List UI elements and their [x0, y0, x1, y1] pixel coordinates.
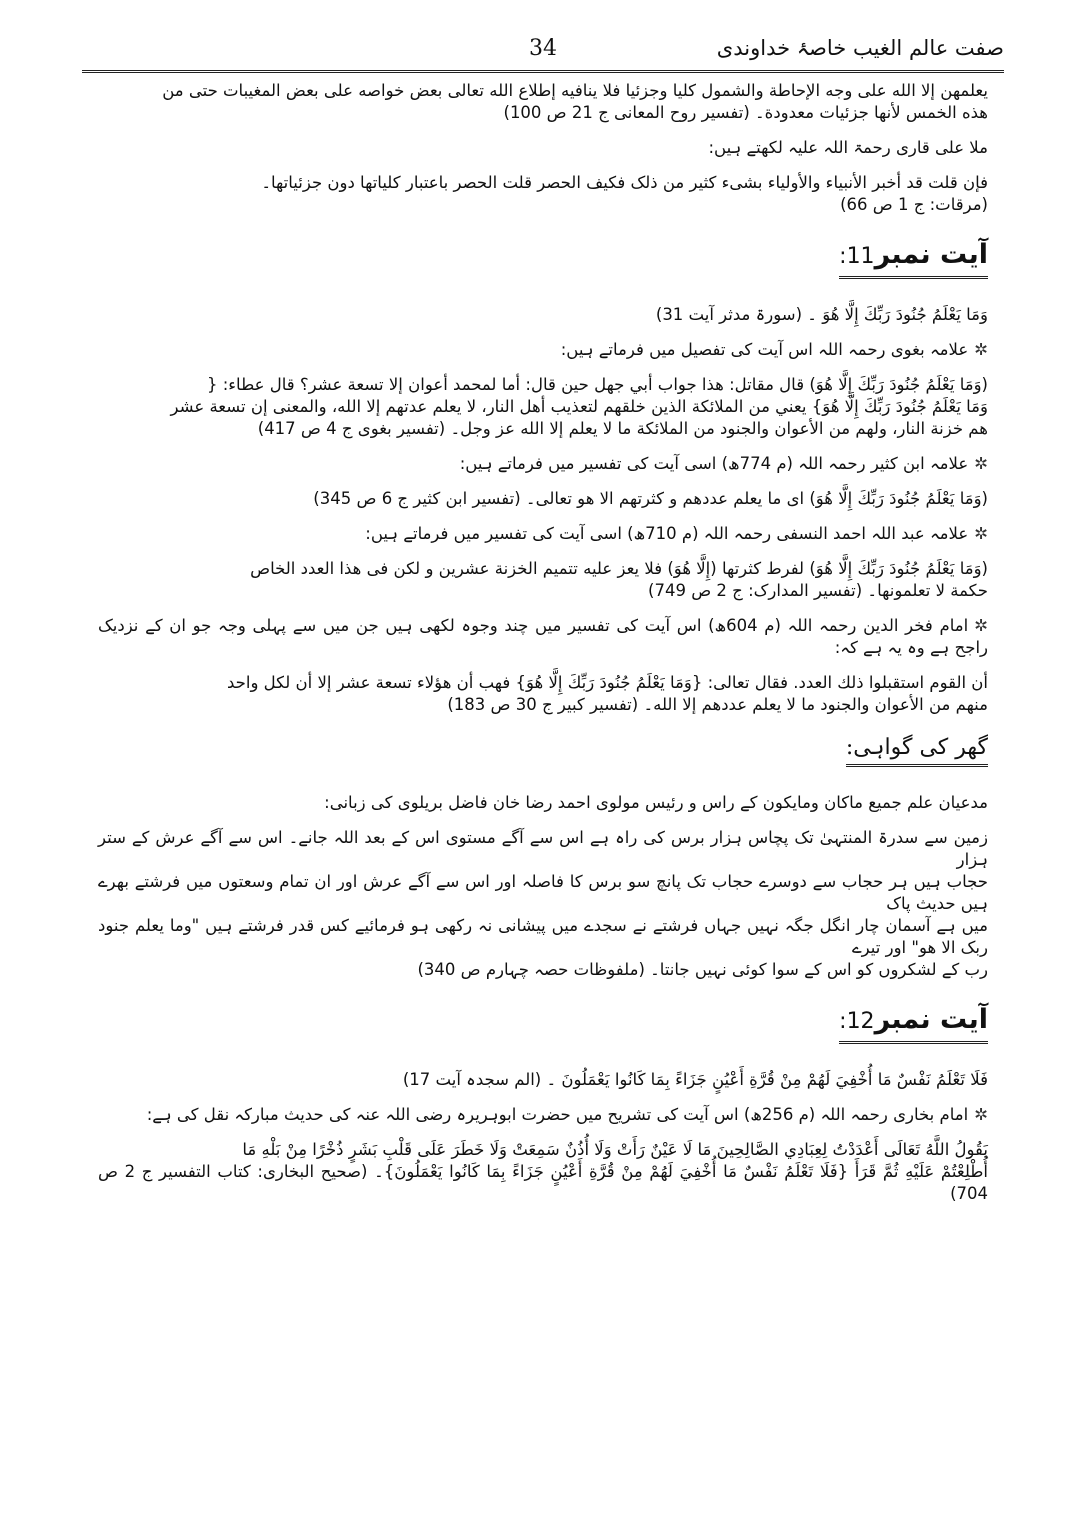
text-block	[98, 1139, 988, 1205]
text-block	[98, 304, 988, 326]
text-block	[98, 1069, 988, 1091]
text-line	[98, 1139, 988, 1161]
text-line	[98, 304, 988, 326]
text-line-content: وَمَا يَعْلَمُ جُنُودَ رَبِّكَ إِلَّا هُوَ ۔ (سورۃ مدثر آیت 31)	[655, 305, 988, 324]
text-line-content: علامہ عبد اللہ احمد النسفی رحمہ اللہ (م 710ھ) اسی آیت کی تفسیر میں فرماتے ہیں:	[365, 524, 969, 543]
text-line-content: مدعیان علم جمیع ماکان ومایکون کے راس و رئیس مولوی احمد رضا خان فاضل بریلوی کی زبانی:	[324, 793, 988, 812]
text-block	[98, 523, 988, 545]
text-block	[98, 453, 988, 475]
page-body	[98, 80, 988, 1218]
text-line	[98, 339, 988, 361]
text-block	[98, 488, 988, 510]
text-line-content: (وَمَا يَعْلَمُ جُنُودَ رَبِّكَ إِلَّا هُوَ) لفرط کثرتها (إِلَّا هُوَ) فلا یعز علیه تتمیم الخزنة عشرین و لکن فی هذا العدد الخاص	[250, 559, 988, 578]
text-line	[98, 418, 988, 440]
text-line	[98, 871, 988, 915]
text-line	[98, 523, 988, 545]
page-header	[82, 32, 1004, 73]
subheading-text: گھر کی گواہی:	[846, 735, 988, 767]
heading-number: 12:	[839, 1009, 875, 1034]
text-line-content: هم خزنة النار، ولهم من الأعوان والجنود من الملائكة ما لا يعلم إلا الله عز وجل۔ (تفسیر بغوی ج 4 ص 417)	[257, 419, 988, 438]
text-line	[98, 488, 988, 510]
star-bullet-icon: ✲	[974, 616, 988, 635]
text-line-content: أن القوم استقبلوا ذلك العدد. فقال تعالى: {وَمَا يَعْلَمُ جُنُودَ رَبِّكَ إِلَّا هُوَ} فهب أن هؤلاء تسعة عشر إلا أن لكل واحد	[227, 673, 988, 692]
heading-label: آیت نمبر	[874, 239, 988, 270]
text-line-content: فإن قلت قد أخبر الأنبیاء والأولیاء بشیء کثیر من ذلک فکیف الحصر قلت الحصر باعتبار کلیاتها دون جزئیاتها۔	[261, 173, 988, 192]
text-line-content: وَمَا يَعْلَمُ جُنُودَ رَبِّكَ إِلَّا هُوَ} يعني من الملائكة الذين خلقهم لتعذيب أهل النار، لا يعلم عدتهم إلا الله، والمعنى إن تسعة عشر	[170, 397, 988, 416]
text-block	[98, 339, 988, 361]
text-line	[98, 672, 988, 694]
section-subheading	[98, 729, 988, 779]
text-line-content: حجاب ہیں ہر حجاب سے دوسرے حجاب تک پانچ سو برس کا فاصلہ اور اس سے آگے عرش اور ان تمام وسعتوں میں فرشتے بھرے ہیں حدیث پاک	[98, 872, 988, 913]
text-line	[98, 396, 988, 418]
text-line-content: یعلمهن إلا الله علی وجه الإحاطة والشمول کلیا وجزئیا فلا ینافیه إطلاع الله تعالی بعض خواصه علی بعض المغیبات حتی من	[162, 81, 988, 100]
text-block	[98, 80, 988, 124]
text-line	[98, 615, 988, 659]
star-bullet-icon: ✲	[974, 340, 988, 359]
running-title: صفت عالم الغیب خاصۂ خداوندی	[716, 36, 1004, 60]
text-line	[98, 80, 988, 102]
text-line-content: منهم من الأعوان والجنود ما لا يعلم عددهم إلا الله۔ (تفسیر کبیر ج 30 ص 183)	[447, 695, 988, 714]
star-bullet-icon: ✲	[974, 454, 988, 473]
text-block	[98, 792, 988, 814]
text-line	[98, 453, 988, 475]
text-line	[98, 1104, 988, 1126]
text-block	[98, 615, 988, 659]
text-line	[98, 959, 988, 981]
text-line	[98, 172, 988, 194]
heading-number: 11:	[839, 244, 875, 269]
ayat-number-heading	[839, 1000, 988, 1044]
text-line-content: (وَمَا يَعْلَمُ جُنُودَ رَبِّكَ إِلَّا هُوَ) قال مقاتل: هذا جواب أبي جهل حين قال: أما لمحمد أعوان إلا تسعة عشر؟ قال عطاء: {	[207, 375, 988, 394]
text-block	[98, 1104, 988, 1126]
text-block	[98, 558, 988, 602]
text-line	[98, 137, 988, 159]
text-line-content: فَلَا تَعْلَمُ نَفْسٌ مَا أُخْفِيَ لَهُمْ مِنْ قُرَّةِ أَعْيُنٍ جَزَاءً بِمَا كَانُوا يَعْمَلُونَ ۔ (الم سجدہ آیت 17)	[402, 1070, 988, 1089]
text-line	[98, 558, 988, 580]
text-line-content: حکمة لا تعلمونها۔ (تفسیر المدارک: ج 2 ص 749)	[648, 581, 988, 600]
text-line-content: علامہ ابن کثیر رحمہ اللہ (م 774ھ) اسی آیت کی تفسیر میں فرماتے ہیں:	[459, 454, 969, 473]
text-line-content: يَقُولُ اللَّهُ تَعَالَى أَعْدَدْتُ لِعِبَادِي الصَّالِحِينَ مَا لَا عَيْنٌ رَأَتْ وَلَا أُذُنٌ سَمِعَتْ وَلَا خَطَرَ عَلَى قَلْبِ بَشَرٍ ذُخْرًا مِنْ بَلْهِ مَا	[242, 1140, 988, 1159]
text-line-content: ملا علی قاری رحمۃ اللہ علیہ لکھتے ہیں:	[708, 138, 988, 157]
ayat-number-heading	[839, 235, 988, 279]
text-line-content: (مرقات: ج 1 ص 66)	[840, 195, 988, 214]
text-line-content: زمین سے سدرۃ المنتہیٰ تک پچاس ہزار برس کی راہ ہے اس سے آگے مستوی اس کے بعد اللہ جانے۔ اس سے آگے عرش کے ستر ہزار	[98, 828, 988, 869]
text-block	[98, 172, 988, 216]
text-line-content: رب کے لشکروں کو اس کے سوا کوئی نہیں جانتا۔ (ملفوظات حصہ چہارم ص 340)	[417, 960, 988, 979]
text-line	[98, 1069, 988, 1091]
text-line	[98, 792, 988, 814]
text-line	[98, 580, 988, 602]
text-line-content: امام بخاری رحمہ اللہ (م 256ھ) اس آیت کی تشریح میں حضرت ابوہریرہ رضی اللہ عنہ کی حدیث مبارکہ نقل کی ہے:	[146, 1105, 969, 1124]
section-heading	[98, 229, 988, 291]
text-line	[98, 694, 988, 716]
text-line-content: أُطْلِعْتُمْ عَلَيْهِ ثُمَّ قَرَأَ {فَلَا تَعْلَمُ نَفْسٌ مَا أُخْفِيَ لَهُمْ مِنْ قُرَّةِ أَعْيُنٍ جَزَاءً بِمَا كَانُوا يَعْمَلُونَ}۔ (صحیح البخاری: کتاب التفسیر ج 2 ص 704)	[98, 1162, 988, 1203]
text-block	[98, 672, 988, 716]
text-block	[98, 374, 988, 440]
text-block	[98, 827, 988, 981]
text-line	[98, 1161, 988, 1205]
text-line	[98, 194, 988, 216]
text-line-content: علامہ بغوی رحمہ اللہ اس آیت کی تفصیل میں فرماتے ہیں:	[560, 340, 969, 359]
text-line	[98, 827, 988, 871]
text-line-content: میں ہے آسمان چار انگل جگہ نہیں جہاں فرشتے نے سجدے میں پیشانی نہ رکھی ہو فرمائیے کس قدر فرشتے ہیں "وما یعلم جنود ربک الا هو" اور تیرے	[98, 916, 988, 957]
text-line-content: هذه الخمس لأنها جزئیات معدودة۔ (تفسیر روح المعانی ج 21 ص 100)	[503, 103, 988, 122]
text-line	[98, 102, 988, 124]
text-line	[98, 915, 988, 959]
text-line-content: (وَمَا يَعْلَمُ جُنُودَ رَبِّكَ إِلَّا هُوَ) ای ما یعلم عددهم و کثرتهم الا هو تعالی۔ (تفسیر ابن کثیر ج 6 ص 345)	[313, 489, 988, 508]
text-block	[98, 137, 988, 159]
text-line-content: امام فخر الدین رحمہ اللہ (م 604ھ) اس آیت کی تفسیر میں چند وجوہ لکھی ہیں جن میں سے پہلی وجہ جو ان کے نزدیک راجح ہے وہ یہ ہے کہ:	[98, 616, 988, 657]
heading-label: آیت نمبر	[874, 1004, 988, 1035]
star-bullet-icon: ✲	[974, 1105, 988, 1124]
text-line	[98, 374, 988, 396]
star-bullet-icon: ✲	[974, 524, 988, 543]
page-number: 34	[529, 36, 557, 61]
section-heading	[98, 994, 988, 1056]
